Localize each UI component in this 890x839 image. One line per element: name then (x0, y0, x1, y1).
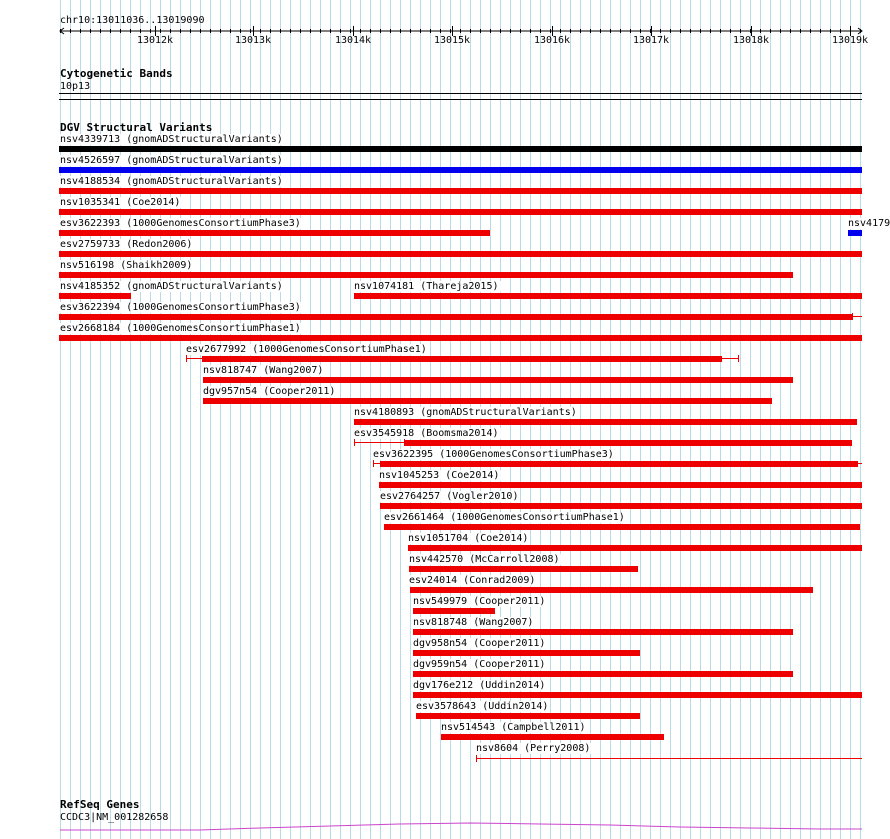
variant-label[interactable]: nsv818747 (Wang2007) (203, 365, 324, 376)
variant-label[interactable]: nsv4526597 (gnomADStructuralVariants) (60, 155, 283, 166)
variant-label[interactable]: nsv442570 (McCarroll2008) (409, 554, 560, 565)
cytoband-label: 10p13 (60, 81, 91, 92)
variant-bar[interactable] (59, 230, 490, 236)
variant-label[interactable]: esv3622395 (1000GenomesConsortiumPhase3) (373, 449, 614, 460)
variant-extent-cap (738, 355, 739, 362)
variant-label[interactable]: esv3622394 (1000GenomesConsortiumPhase3) (60, 302, 301, 313)
ruler-tick-label: 13012k (136, 35, 174, 46)
variant-bar[interactable] (404, 440, 852, 446)
variant-label[interactable]: nsv4188534 (gnomADStructuralVariants) (60, 176, 283, 187)
refseq-gene-label[interactable]: CCDC3|NM_001282658 (60, 812, 169, 823)
variant-label[interactable]: nsv4179 (848, 218, 890, 229)
variant-bar[interactable] (59, 188, 862, 194)
variant-label[interactable]: nsv1051704 (Coe2014) (408, 533, 529, 544)
variant-label[interactable]: nsv549979 (Cooper2011) (413, 596, 546, 607)
variant-extent-line (354, 442, 404, 443)
variant-label[interactable]: esv2661464 (1000GenomesConsortiumPhase1) (384, 512, 625, 523)
variant-bar[interactable] (59, 167, 862, 173)
variant-bar[interactable] (59, 293, 131, 299)
variant-label[interactable]: nsv1035341 (Coe2014) (60, 197, 181, 208)
ruler-tick-label: 13016k (533, 35, 571, 46)
variant-extent-line (852, 316, 862, 317)
variant-bar[interactable] (848, 230, 862, 236)
refseq-gene-feature[interactable] (0, 820, 890, 839)
variant-bar[interactable] (413, 608, 495, 614)
variant-extent-cap (852, 313, 853, 320)
variant-bar[interactable] (380, 461, 858, 467)
variant-extent-cap (186, 355, 187, 362)
variant-label[interactable]: nsv1045253 (Coe2014) (379, 470, 500, 481)
cytobands-track-title[interactable]: Cytogenetic Bands (60, 67, 173, 80)
variant-bar[interactable] (413, 692, 862, 698)
variant-label[interactable]: esv24014 (Conrad2009) (409, 575, 536, 586)
variant-label[interactable]: nsv1074181 (Thareja2015) (354, 281, 499, 292)
variant-label[interactable]: esv3622393 (1000GenomesConsortiumPhase3) (60, 218, 301, 229)
variant-bar[interactable] (408, 545, 862, 551)
variant-extent-cap (476, 755, 477, 762)
variant-bar[interactable] (59, 314, 852, 320)
variant-bar[interactable] (59, 335, 862, 341)
variant-bar[interactable] (354, 419, 857, 425)
variant-bar[interactable] (413, 650, 640, 656)
variant-label[interactable]: esv3578643 (Uddin2014) (416, 701, 549, 712)
ruler-tick-label: 13019k (831, 35, 869, 46)
ruler-tick-label: 13013k (234, 35, 272, 46)
variant-label[interactable]: esv3545918 (Boomsma2014) (354, 428, 499, 439)
refseq-track-title[interactable]: RefSeq Genes (60, 798, 140, 811)
variant-label[interactable]: esv2668184 (1000GenomesConsortiumPhase1) (60, 323, 301, 334)
variant-bar[interactable] (203, 398, 772, 404)
locus-label: chr10:13011036..13019090 (60, 15, 205, 26)
variant-label[interactable]: nsv4185352 (gnomADStructuralVariants) (60, 281, 283, 292)
ruler-tick-label: 13014k (334, 35, 372, 46)
variant-label[interactable]: dgv176e212 (Uddin2014) (413, 680, 546, 691)
variant-bar[interactable] (380, 503, 862, 509)
variant-label[interactable]: esv2677992 (1000GenomesConsortiumPhase1) (186, 344, 427, 355)
variant-bar[interactable] (410, 587, 813, 593)
variant-label[interactable]: nsv8604 (Perry2008) (476, 743, 591, 754)
variant-label[interactable]: esv2759733 (Redon2006) (60, 239, 193, 250)
variant-label[interactable]: esv2764257 (Vogler2010) (380, 491, 519, 502)
variant-bar[interactable] (59, 251, 862, 257)
variant-label[interactable]: nsv4339713 (gnomADStructuralVariants) (60, 134, 283, 145)
variant-bar[interactable] (413, 671, 793, 677)
cytoband-bar-top (59, 93, 862, 94)
variant-label[interactable]: nsv4180893 (gnomADStructuralVariants) (354, 407, 577, 418)
ruler-tick-label: 13017k (632, 35, 670, 46)
variant-label[interactable]: nsv516198 (Shaikh2009) (60, 260, 193, 271)
variant-label[interactable]: dgv957n54 (Cooper2011) (203, 386, 336, 397)
ruler-tick-label: 13015k (433, 35, 471, 46)
variant-bar[interactable] (59, 209, 862, 215)
variant-bar[interactable] (59, 272, 793, 278)
variant-label[interactable]: dgv958n54 (Cooper2011) (413, 638, 546, 649)
variant-bar[interactable] (413, 629, 793, 635)
variant-bar[interactable] (202, 356, 722, 362)
variant-label[interactable]: dgv959n54 (Cooper2011) (413, 659, 546, 670)
variant-bar[interactable] (203, 377, 793, 383)
dgv-track-title[interactable]: DGV Structural Variants (60, 121, 213, 134)
variant-bar[interactable] (384, 524, 860, 530)
cytoband-bar-bottom (59, 99, 862, 100)
variant-extent-cap (373, 460, 374, 467)
variant-bar[interactable] (379, 482, 862, 488)
variant-bar[interactable] (476, 758, 862, 759)
variant-bar[interactable] (441, 734, 664, 740)
variant-label[interactable]: nsv514543 (Campbell2011) (441, 722, 586, 733)
variant-bar[interactable] (354, 293, 862, 299)
variant-label[interactable]: nsv818748 (Wang2007) (413, 617, 534, 628)
variant-extent-cap (354, 439, 355, 446)
variant-bar[interactable] (59, 146, 862, 152)
variant-bar[interactable] (409, 566, 638, 572)
ruler-tick-label: 13018k (732, 35, 770, 46)
variant-bar[interactable] (416, 713, 640, 719)
